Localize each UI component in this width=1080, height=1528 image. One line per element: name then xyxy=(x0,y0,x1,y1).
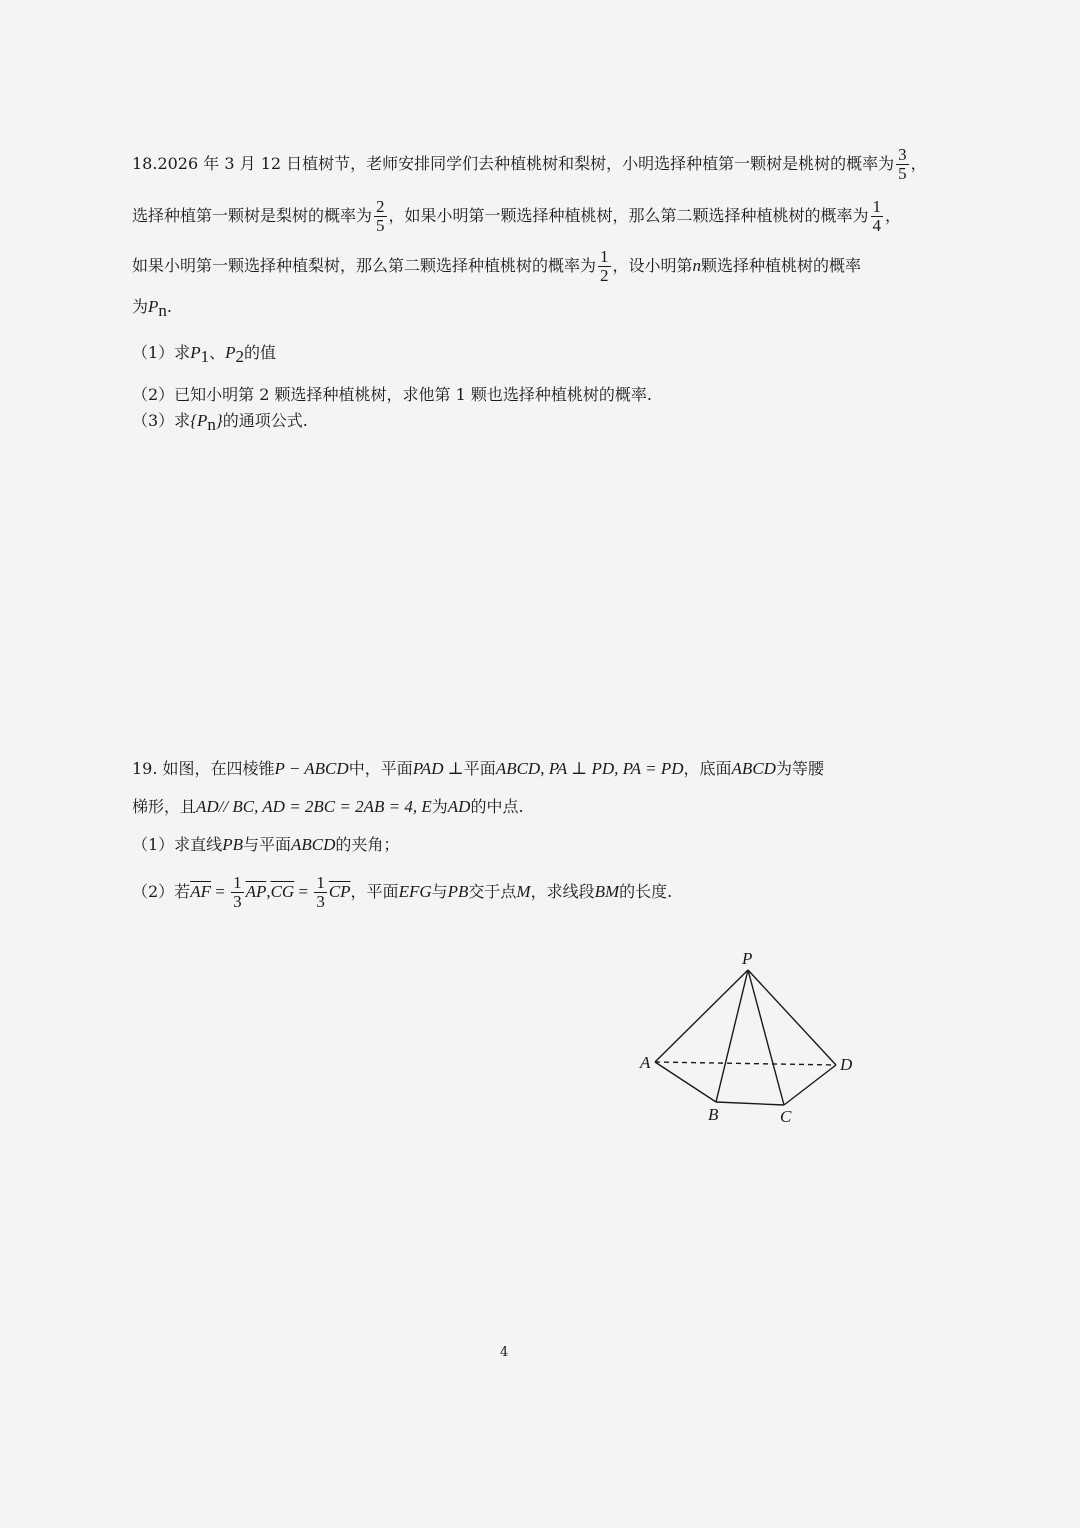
q19-text: ，求线段 xyxy=(530,882,595,901)
edge-BC xyxy=(716,1102,784,1105)
math-expr: PAD ⊥ xyxy=(412,759,464,778)
q18-text: （3）求 xyxy=(132,411,191,430)
math-expr: PB xyxy=(222,835,243,854)
q19-text: 交于点 xyxy=(468,882,517,901)
vertex-label-A: A xyxy=(640,1053,651,1072)
math-P: P xyxy=(190,343,201,362)
vector-AF: $\overline{AF}$ xyxy=(190,882,211,901)
math-expr: P − ABCD xyxy=(274,759,349,778)
q18-text: ，设小明第 xyxy=(612,256,693,275)
q19-text: 为等腰 xyxy=(775,759,824,778)
q18-text: 18.2026 年 3 月 12 日植树节，老师安排同学们去种植桃树和梨树，小明选择种植第一颗树是桃树的概率为 xyxy=(132,154,895,173)
fraction-numerator: 1 xyxy=(233,873,242,892)
math-subscript: 2 xyxy=(235,347,244,367)
q18-text: ，如果小明第一颗选择种植桃树，那么第二颗选择种植桃树的概率为 xyxy=(388,206,869,225)
q18-text: ， xyxy=(885,206,902,225)
fraction-denominator: 3 xyxy=(316,892,325,911)
q19-text: 平面 xyxy=(463,759,496,778)
q18-text: 为 xyxy=(132,297,149,316)
q19-text: 与平面 xyxy=(242,835,291,854)
math-P: P xyxy=(148,297,159,316)
q18-text: ， xyxy=(910,154,927,173)
fraction-numerator: 1 xyxy=(316,873,325,892)
q18-text: . xyxy=(166,297,172,316)
math-expr: ABCD xyxy=(731,759,776,778)
math-expr: ABCD xyxy=(290,835,336,854)
fraction-numerator: 3 xyxy=(898,145,907,164)
math-set: {P xyxy=(190,411,208,430)
math-comma: , xyxy=(266,882,271,901)
vertex-label-C: C xyxy=(780,1107,792,1126)
edge-AB xyxy=(655,1062,716,1102)
fraction-denominator: 2 xyxy=(600,266,609,285)
q19-text: 19. 如图，在四棱锥 xyxy=(132,759,275,778)
fraction-denominator: 5 xyxy=(898,164,907,183)
fraction-numerator: 1 xyxy=(600,247,609,266)
math-expr: ABCD, PA ⊥ PD, PA = PD xyxy=(495,759,684,778)
vertex-label-D: D xyxy=(840,1055,853,1074)
fraction-denominator: 3 xyxy=(233,892,242,911)
vector-AP: $\overline{AP}$ xyxy=(245,882,267,901)
q18-text: （2）已知小明第 2 颗选择种植桃树，求他第 1 颗也选择种植桃树的概率. xyxy=(132,385,652,404)
math-expr: PB xyxy=(447,882,469,901)
q18-text: 如果小明第一颗选择种植梨树，那么第二颗选择种植桃树的概率为 xyxy=(132,256,597,275)
q18-text: 的通项公式. xyxy=(222,411,308,430)
vector-CP: $\overline{CP}$ xyxy=(328,882,351,901)
q19-text: 的夹角； xyxy=(335,835,400,854)
math-expr: AD xyxy=(447,797,471,816)
fraction-denominator: 4 xyxy=(872,216,882,235)
math-subscript: 1 xyxy=(200,347,210,367)
fraction-numerator: 2 xyxy=(376,197,385,216)
q18-text: 选择种植第一颗树是梨树的概率为 xyxy=(132,206,373,225)
q19-text: （1）求直线 xyxy=(132,835,223,854)
page-number: 4 xyxy=(500,1345,509,1360)
q19-text: ，底面 xyxy=(683,759,732,778)
q18-text: 、 xyxy=(209,343,226,362)
vector-CG: $\overline{CG}$ xyxy=(270,882,295,901)
q18-text: （1）求 xyxy=(132,343,191,362)
q19-text: （2）若 xyxy=(132,882,191,901)
vertex-label-P: P xyxy=(742,949,753,968)
q19-text: 梯形，且 xyxy=(132,797,197,816)
fraction-denominator: 5 xyxy=(376,216,385,235)
math-subscript: n xyxy=(158,301,167,321)
math-expr: EFG xyxy=(398,882,432,901)
edge-AD-hidden xyxy=(655,1062,836,1065)
math-set: } xyxy=(215,411,223,430)
math-n: n xyxy=(692,256,702,275)
math-equals: = xyxy=(294,882,313,901)
math-expr: BM xyxy=(594,882,620,901)
edge-CD xyxy=(784,1065,836,1105)
q18-text: 颗选择种植桃树的概率 xyxy=(701,256,862,275)
vertex-label-B: B xyxy=(708,1105,719,1124)
math-expr: M xyxy=(516,882,531,901)
q19-text: ，平面 xyxy=(350,882,399,901)
fraction-numerator: 1 xyxy=(872,197,882,216)
math-P: P xyxy=(225,343,236,362)
q19-text: 为 xyxy=(431,797,448,816)
edge-PA xyxy=(655,970,748,1062)
q19-text: 的长度. xyxy=(619,882,673,901)
math-subscript: n xyxy=(207,415,216,435)
math-equals: = xyxy=(210,882,230,901)
q18-text: 的值 xyxy=(243,343,276,362)
q19-text: 的中点. xyxy=(470,797,524,816)
q19-text: 与 xyxy=(431,882,448,901)
edge-PB xyxy=(716,970,748,1102)
math-expr: AD// BC, AD = 2BC = 2AB = 4, E xyxy=(196,797,432,816)
q19-text: 中，平面 xyxy=(348,759,413,778)
